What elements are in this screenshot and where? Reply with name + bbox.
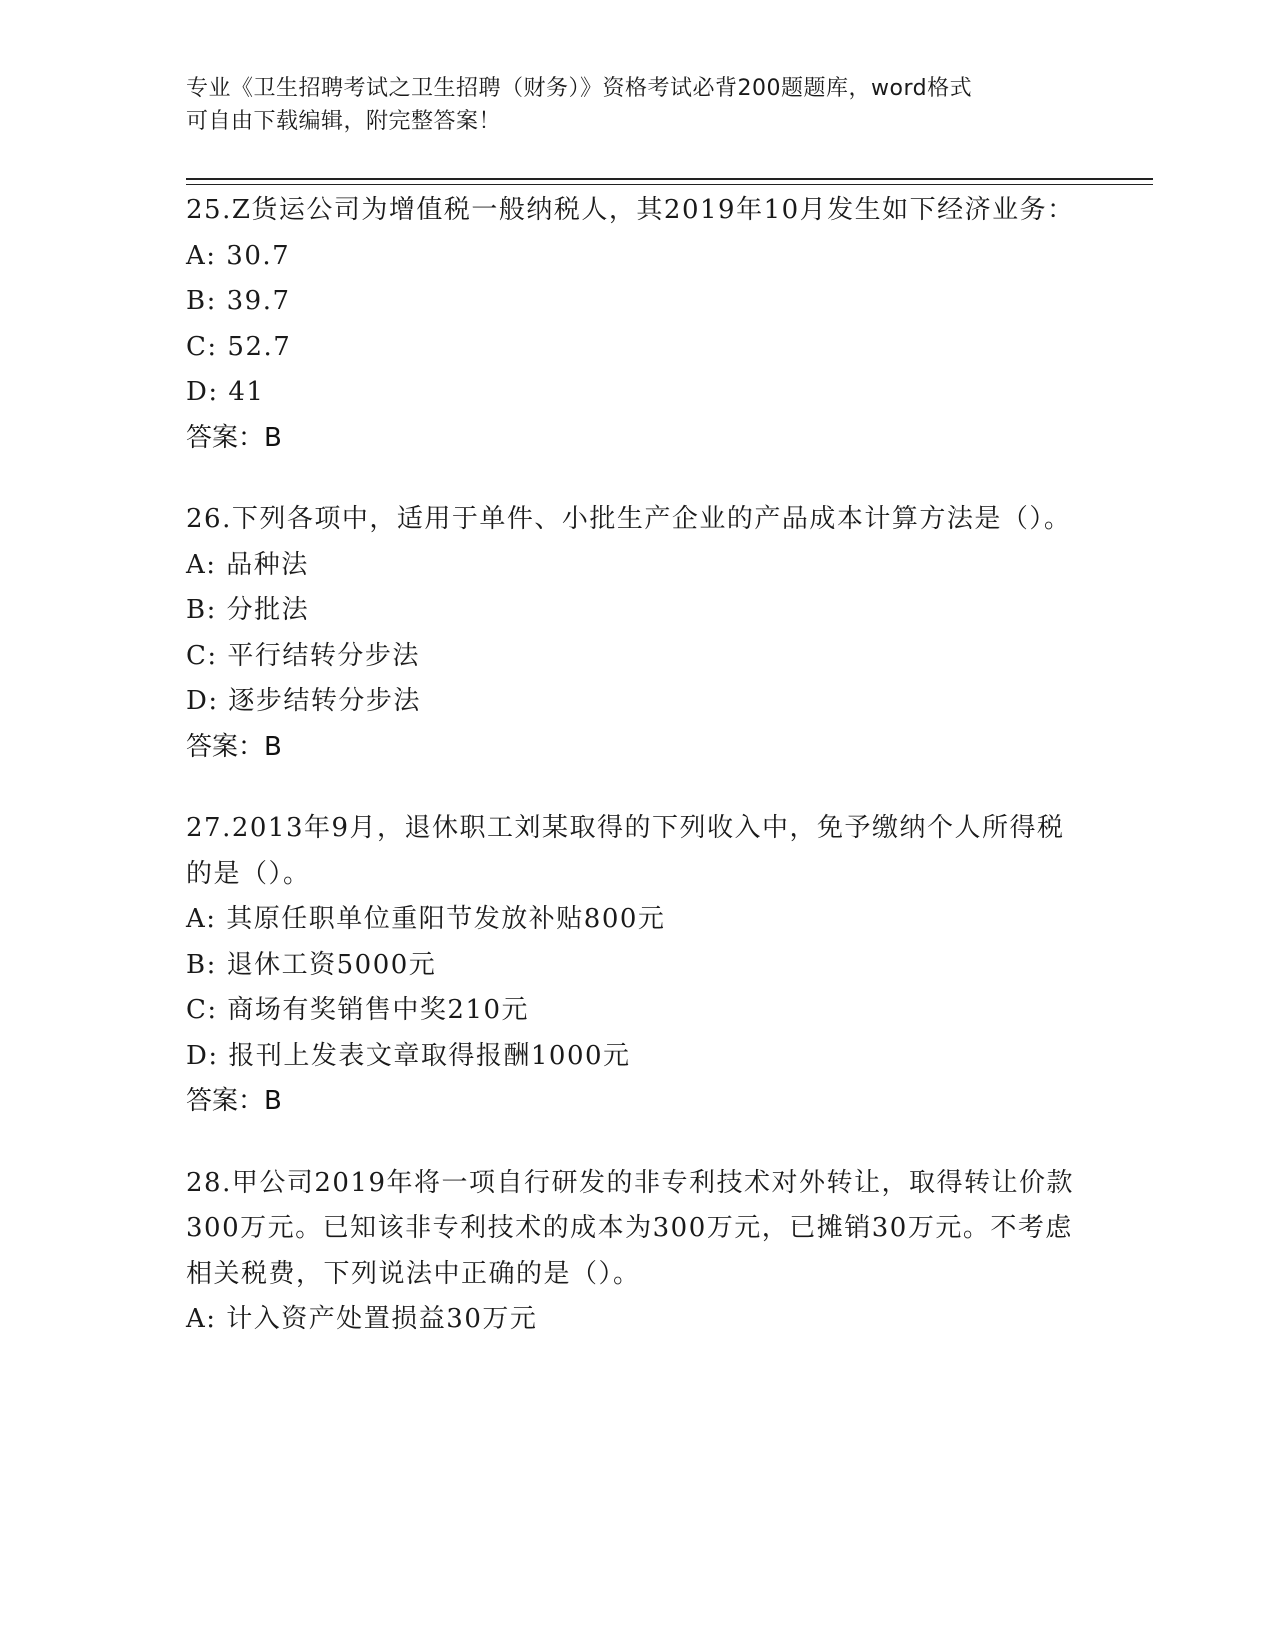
answer: 答案：B (186, 731, 282, 762)
option-a: A: 其原任职单位重阳节发放补贴800元 (186, 904, 666, 934)
question-stem: 26.下列各项中，适用于单件、小批生产企业的产品成本计算方法是（）。 (186, 504, 1072, 534)
header-divider-thick (186, 178, 1153, 180)
question-stem: 25.Z货运公司为增值税一般纳税人，其2019年10月发生如下经济业务： (186, 195, 1075, 225)
header-divider-thin (186, 184, 1153, 185)
option-c: C: 52.7 (186, 331, 292, 362)
header-line-1: 专业《卫生招聘考试之卫生招聘（财务）》资格考试必背200题题库，word格式 (186, 76, 973, 101)
question-27 (186, 806, 1086, 1125)
question-list (186, 188, 1086, 1343)
option-a: A: 品种法 (186, 549, 309, 580)
question-26 (186, 497, 1086, 770)
option-b: B: 39.7 (186, 286, 291, 316)
option-a: A: 30.7 (186, 240, 291, 271)
answer: 答案：B (186, 422, 282, 453)
option-c: C: 平行结转分步法 (186, 640, 420, 671)
option-d: D: 报刊上发表文章取得报酬1000元 (186, 1040, 631, 1071)
option-b: B: 分批法 (186, 595, 310, 625)
question-stem: 28.甲公司2019年将一项自行研发的非专利技术对外转让，取得转让价款300万元。已知该非专利技术的成本为300万元，已摊销30万元。不考虑相关税费，下列说法中正确的是（）。 (186, 1167, 1075, 1289)
option-b: B: 退休工资5000元 (186, 949, 437, 980)
header-line-2: 可自由下载编辑，附完整答案！ (186, 109, 502, 134)
question-28 (186, 1161, 1086, 1343)
option-a: A: 计入资产处置损益30万元 (186, 1304, 538, 1334)
document-header (186, 72, 1066, 138)
question-25 (186, 188, 1086, 461)
option-d: D: 41 (186, 377, 265, 407)
answer: 答案：B (186, 1086, 282, 1116)
question-stem: 27.2013年9月，退休职工刘某取得的下列收入中，免予缴纳个人所得税的是（）。 (186, 813, 1065, 889)
option-c: C: 商场有奖销售中奖210元 (186, 995, 530, 1025)
option-d: D: 逐步结转分步法 (186, 686, 421, 716)
